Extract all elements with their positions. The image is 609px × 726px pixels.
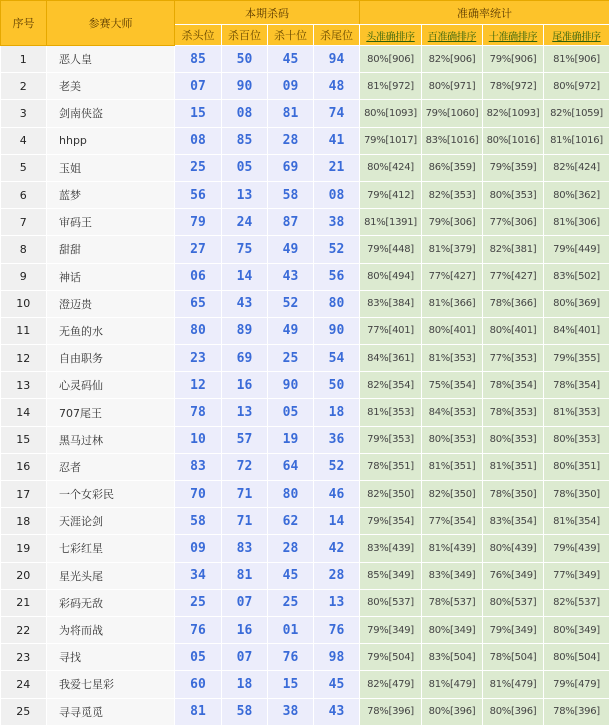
accuracy-value: 79%[349] xyxy=(483,616,544,643)
table-row xyxy=(1,127,609,154)
row-index: 2 xyxy=(1,73,47,100)
accuracy-value: 78%[504] xyxy=(483,644,544,671)
accuracy-value: 81%[306] xyxy=(544,209,609,236)
master-name: 蓝梦 xyxy=(47,181,175,208)
header-kill-col: 杀头位 xyxy=(175,25,222,46)
accuracy-value: 77%[353] xyxy=(483,345,544,372)
kill-number: 81 xyxy=(268,100,314,127)
accuracy-value: 80%[362] xyxy=(544,181,609,208)
accuracy-value: 81%[354] xyxy=(544,508,609,535)
accuracy-value: 78%[396] xyxy=(360,698,422,725)
accuracy-value: 81%[379] xyxy=(422,236,483,263)
kill-number: 27 xyxy=(175,236,222,263)
accuracy-value: 79%[349] xyxy=(360,616,422,643)
master-name: 黑马过林 xyxy=(47,426,175,453)
accuracy-value: 80%[353] xyxy=(483,426,544,453)
kill-number: 79 xyxy=(175,209,222,236)
kill-number: 78 xyxy=(175,399,222,426)
kill-number: 65 xyxy=(175,290,222,317)
accuracy-value: 80%[1016] xyxy=(483,127,544,154)
accuracy-value: 84%[353] xyxy=(422,399,483,426)
kill-number: 62 xyxy=(268,508,314,535)
kill-number: 14 xyxy=(222,263,268,290)
accuracy-value: 80%[353] xyxy=(422,426,483,453)
row-index: 13 xyxy=(1,372,47,399)
accuracy-value: 81%[479] xyxy=(483,671,544,698)
accuracy-value: 79%[306] xyxy=(422,209,483,236)
kill-number: 69 xyxy=(268,154,314,181)
kill-number: 13 xyxy=(314,589,360,616)
kill-number: 10 xyxy=(175,426,222,453)
master-name: 剑南侠盗 xyxy=(47,100,175,127)
table-row xyxy=(1,209,609,236)
kill-number: 48 xyxy=(314,73,360,100)
row-index: 5 xyxy=(1,154,47,181)
kill-number: 07 xyxy=(222,644,268,671)
master-name: 天涯论剑 xyxy=(47,508,175,535)
accuracy-value: 82%[350] xyxy=(422,481,483,508)
row-index: 23 xyxy=(1,644,47,671)
kill-number: 38 xyxy=(314,209,360,236)
accuracy-value: 76%[349] xyxy=(483,562,544,589)
accuracy-value: 78%[354] xyxy=(544,372,609,399)
accuracy-value: 83%[349] xyxy=(422,562,483,589)
accuracy-value: 78%[351] xyxy=(360,453,422,480)
kill-number: 90 xyxy=(268,372,314,399)
row-index: 11 xyxy=(1,317,47,344)
kill-number: 71 xyxy=(222,481,268,508)
kill-number: 28 xyxy=(268,535,314,562)
master-name: 玉姐 xyxy=(47,154,175,181)
kill-number: 15 xyxy=(175,100,222,127)
kill-number: 80 xyxy=(268,481,314,508)
accuracy-value: 77%[401] xyxy=(360,317,422,344)
kill-number: 43 xyxy=(314,698,360,725)
master-name: 审码王 xyxy=(47,209,175,236)
kill-number: 50 xyxy=(222,46,268,73)
row-index: 6 xyxy=(1,181,47,208)
accuracy-value: 81%[972] xyxy=(360,73,422,100)
master-name: 恶人皇 xyxy=(47,46,175,73)
table-row xyxy=(1,100,609,127)
row-index: 1 xyxy=(1,46,47,73)
accuracy-value: 79%[354] xyxy=(360,508,422,535)
accuracy-value: 82%[354] xyxy=(360,372,422,399)
sort-link-ten[interactable]: 十准确排序 xyxy=(483,25,544,46)
accuracy-value: 79%[359] xyxy=(483,154,544,181)
master-name: 寻寻觅觅 xyxy=(47,698,175,725)
kill-number: 81 xyxy=(222,562,268,589)
accuracy-value: 80%[369] xyxy=(544,290,609,317)
accuracy-value: 80%[401] xyxy=(483,317,544,344)
table-row xyxy=(1,535,609,562)
accuracy-value: 82%[353] xyxy=(422,181,483,208)
kill-number: 05 xyxy=(175,644,222,671)
accuracy-value: 80%[906] xyxy=(360,46,422,73)
accuracy-value: 82%[424] xyxy=(544,154,609,181)
kill-number: 58 xyxy=(222,698,268,725)
table-row xyxy=(1,345,609,372)
master-name: 忍者 xyxy=(47,453,175,480)
accuracy-value: 79%[353] xyxy=(360,426,422,453)
accuracy-value: 79%[449] xyxy=(544,236,609,263)
table-row xyxy=(1,317,609,344)
accuracy-value: 78%[350] xyxy=(544,481,609,508)
accuracy-value: 80%[401] xyxy=(422,317,483,344)
accuracy-value: 81%[479] xyxy=(422,671,483,698)
kill-number: 08 xyxy=(314,181,360,208)
kill-number: 52 xyxy=(314,453,360,480)
kill-number: 45 xyxy=(268,562,314,589)
accuracy-value: 83%[439] xyxy=(360,535,422,562)
table-row xyxy=(1,481,609,508)
accuracy-value: 80%[349] xyxy=(422,616,483,643)
accuracy-value: 80%[353] xyxy=(483,181,544,208)
accuracy-value: 79%[448] xyxy=(360,236,422,263)
kill-number: 90 xyxy=(314,317,360,344)
kill-number: 54 xyxy=(314,345,360,372)
kill-number: 83 xyxy=(222,535,268,562)
kill-number: 80 xyxy=(314,290,360,317)
accuracy-value: 79%[439] xyxy=(544,535,609,562)
master-name: 自由职务 xyxy=(47,345,175,372)
kill-number: 94 xyxy=(314,46,360,73)
sort-link-head[interactable]: 头准确排序 xyxy=(360,25,422,46)
kill-number: 06 xyxy=(175,263,222,290)
row-index: 12 xyxy=(1,345,47,372)
table-row xyxy=(1,46,609,73)
header-row-top xyxy=(1,1,609,25)
accuracy-value: 79%[504] xyxy=(360,644,422,671)
accuracy-value: 79%[906] xyxy=(483,46,544,73)
row-index: 3 xyxy=(1,100,47,127)
master-name: 心灵码仙 xyxy=(47,372,175,399)
kill-number: 85 xyxy=(222,127,268,154)
accuracy-value: 79%[1017] xyxy=(360,127,422,154)
row-index: 20 xyxy=(1,562,47,589)
row-index: 19 xyxy=(1,535,47,562)
kill-number: 45 xyxy=(314,671,360,698)
header-index: 序号 xyxy=(1,1,47,46)
table-row xyxy=(1,372,609,399)
kill-number: 74 xyxy=(314,100,360,127)
kill-number: 18 xyxy=(222,671,268,698)
kill-number: 76 xyxy=(314,616,360,643)
accuracy-value: 81%[353] xyxy=(360,399,422,426)
kill-number: 43 xyxy=(222,290,268,317)
kill-number: 71 xyxy=(222,508,268,535)
accuracy-value: 83%[504] xyxy=(422,644,483,671)
accuracy-value: 78%[366] xyxy=(483,290,544,317)
kill-number: 19 xyxy=(268,426,314,453)
sort-link-tail[interactable]: 尾准确排序 xyxy=(544,25,609,46)
accuracy-value: 81%[1391] xyxy=(360,209,422,236)
accuracy-value: 75%[354] xyxy=(422,372,483,399)
kill-number: 16 xyxy=(222,616,268,643)
accuracy-value: 82%[1093] xyxy=(483,100,544,127)
accuracy-value: 80%[537] xyxy=(360,589,422,616)
accuracy-value: 80%[972] xyxy=(544,73,609,100)
accuracy-value: 78%[537] xyxy=(422,589,483,616)
row-index: 14 xyxy=(1,399,47,426)
row-index: 17 xyxy=(1,481,47,508)
table-row xyxy=(1,698,609,725)
header-kill-col: 杀百位 xyxy=(222,25,268,46)
accuracy-value: 82%[1059] xyxy=(544,100,609,127)
kill-number: 25 xyxy=(268,589,314,616)
kill-number: 56 xyxy=(314,263,360,290)
master-name: 我爱七星彩 xyxy=(47,671,175,698)
kill-number: 72 xyxy=(222,453,268,480)
kill-number: 76 xyxy=(175,616,222,643)
table-row xyxy=(1,290,609,317)
kill-number: 14 xyxy=(314,508,360,535)
accuracy-value: 80%[1093] xyxy=(360,100,422,127)
accuracy-value: 80%[439] xyxy=(483,535,544,562)
accuracy-value: 80%[351] xyxy=(544,453,609,480)
kill-number: 07 xyxy=(175,73,222,100)
kill-number: 01 xyxy=(268,616,314,643)
row-index: 25 xyxy=(1,698,47,725)
accuracy-value: 79%[412] xyxy=(360,181,422,208)
kill-number: 24 xyxy=(222,209,268,236)
kill-number: 70 xyxy=(175,481,222,508)
table-row xyxy=(1,589,609,616)
table-row xyxy=(1,263,609,290)
accuracy-value: 81%[366] xyxy=(422,290,483,317)
accuracy-value: 83%[502] xyxy=(544,263,609,290)
kill-number: 58 xyxy=(175,508,222,535)
master-name: 寻找 xyxy=(47,644,175,671)
kill-number: 75 xyxy=(222,236,268,263)
accuracy-value: 78%[972] xyxy=(483,73,544,100)
kill-number: 38 xyxy=(268,698,314,725)
header-kill-group: 本期杀码 xyxy=(175,1,360,25)
accuracy-value: 80%[504] xyxy=(544,644,609,671)
accuracy-value: 82%[906] xyxy=(422,46,483,73)
kill-number: 36 xyxy=(314,426,360,453)
kill-number: 25 xyxy=(268,345,314,372)
row-index: 15 xyxy=(1,426,47,453)
kill-number: 85 xyxy=(175,46,222,73)
master-name: 无鱼的水 xyxy=(47,317,175,344)
accuracy-value: 81%[439] xyxy=(422,535,483,562)
row-index: 8 xyxy=(1,236,47,263)
accuracy-value: 78%[354] xyxy=(483,372,544,399)
kill-number: 42 xyxy=(314,535,360,562)
header-kill-col: 杀十位 xyxy=(268,25,314,46)
accuracy-value: 79%[355] xyxy=(544,345,609,372)
table-body xyxy=(1,46,609,726)
kill-number: 05 xyxy=(268,399,314,426)
kill-number: 28 xyxy=(314,562,360,589)
accuracy-value: 83%[354] xyxy=(483,508,544,535)
table-row xyxy=(1,73,609,100)
table-row xyxy=(1,453,609,480)
accuracy-value: 81%[351] xyxy=(483,453,544,480)
accuracy-value: 83%[384] xyxy=(360,290,422,317)
accuracy-value: 81%[1016] xyxy=(544,127,609,154)
kill-number: 34 xyxy=(175,562,222,589)
master-name: 707尾王 xyxy=(47,399,175,426)
row-index: 22 xyxy=(1,616,47,643)
table-row xyxy=(1,399,609,426)
header-accuracy-group: 准确率统计 xyxy=(360,1,609,25)
header-kill-col: 杀尾位 xyxy=(314,25,360,46)
kill-number: 80 xyxy=(175,317,222,344)
accuracy-value: 78%[396] xyxy=(544,698,609,725)
table-row xyxy=(1,644,609,671)
accuracy-value: 79%[479] xyxy=(544,671,609,698)
kill-number: 60 xyxy=(175,671,222,698)
sort-link-hundred[interactable]: 百准确排序 xyxy=(422,25,483,46)
accuracy-value: 82%[479] xyxy=(360,671,422,698)
accuracy-value: 77%[306] xyxy=(483,209,544,236)
kill-number: 09 xyxy=(175,535,222,562)
kill-number: 05 xyxy=(222,154,268,181)
kill-number: 90 xyxy=(222,73,268,100)
kill-number: 58 xyxy=(268,181,314,208)
accuracy-value: 85%[349] xyxy=(360,562,422,589)
kill-number: 23 xyxy=(175,345,222,372)
kill-number: 15 xyxy=(268,671,314,698)
row-index: 9 xyxy=(1,263,47,290)
row-index: 16 xyxy=(1,453,47,480)
kill-number: 08 xyxy=(175,127,222,154)
kill-number: 49 xyxy=(268,236,314,263)
header-master: 参赛大师 xyxy=(47,1,175,46)
kill-number: 13 xyxy=(222,181,268,208)
accuracy-value: 80%[424] xyxy=(360,154,422,181)
table-row xyxy=(1,671,609,698)
master-name: 甜甜 xyxy=(47,236,175,263)
row-index: 7 xyxy=(1,209,47,236)
kill-number: 07 xyxy=(222,589,268,616)
accuracy-value: 77%[427] xyxy=(483,263,544,290)
accuracy-value: 80%[396] xyxy=(483,698,544,725)
accuracy-value: 82%[350] xyxy=(360,481,422,508)
kill-number: 49 xyxy=(268,317,314,344)
accuracy-value: 83%[1016] xyxy=(422,127,483,154)
master-name: 澄迈贵 xyxy=(47,290,175,317)
kill-number: 98 xyxy=(314,644,360,671)
kill-number: 28 xyxy=(268,127,314,154)
kill-number: 25 xyxy=(175,154,222,181)
accuracy-value: 80%[537] xyxy=(483,589,544,616)
table-row xyxy=(1,236,609,263)
row-index: 4 xyxy=(1,127,47,154)
kill-number: 08 xyxy=(222,100,268,127)
accuracy-value: 79%[1060] xyxy=(422,100,483,127)
row-index: 24 xyxy=(1,671,47,698)
table-row xyxy=(1,616,609,643)
master-name: 星光头尾 xyxy=(47,562,175,589)
accuracy-value: 77%[354] xyxy=(422,508,483,535)
master-name: 神话 xyxy=(47,263,175,290)
kill-number: 41 xyxy=(314,127,360,154)
kill-number: 76 xyxy=(268,644,314,671)
kill-number: 50 xyxy=(314,372,360,399)
kill-number: 87 xyxy=(268,209,314,236)
accuracy-value: 80%[353] xyxy=(544,426,609,453)
kill-number: 57 xyxy=(222,426,268,453)
row-index: 10 xyxy=(1,290,47,317)
table-row xyxy=(1,154,609,181)
accuracy-value: 78%[350] xyxy=(483,481,544,508)
master-name: 一个女彩民 xyxy=(47,481,175,508)
master-name: 彩码无敌 xyxy=(47,589,175,616)
table-row xyxy=(1,181,609,208)
accuracy-value: 77%[427] xyxy=(422,263,483,290)
kill-number: 13 xyxy=(222,399,268,426)
accuracy-value: 77%[349] xyxy=(544,562,609,589)
kill-number: 12 xyxy=(175,372,222,399)
accuracy-value: 81%[351] xyxy=(422,453,483,480)
accuracy-value: 86%[359] xyxy=(422,154,483,181)
accuracy-value: 81%[353] xyxy=(422,345,483,372)
kill-number: 16 xyxy=(222,372,268,399)
accuracy-value: 80%[494] xyxy=(360,263,422,290)
kill-number: 09 xyxy=(268,73,314,100)
master-name: 为将而战 xyxy=(47,616,175,643)
kill-number: 25 xyxy=(175,589,222,616)
accuracy-value: 84%[361] xyxy=(360,345,422,372)
kill-number: 46 xyxy=(314,481,360,508)
accuracy-value: 82%[381] xyxy=(483,236,544,263)
kill-number: 52 xyxy=(268,290,314,317)
kill-number: 52 xyxy=(314,236,360,263)
master-name: hhpp xyxy=(47,127,175,154)
master-name: 老美 xyxy=(47,73,175,100)
kill-number: 89 xyxy=(222,317,268,344)
kill-number: 56 xyxy=(175,181,222,208)
accuracy-value: 82%[537] xyxy=(544,589,609,616)
kill-number: 45 xyxy=(268,46,314,73)
kill-number: 69 xyxy=(222,345,268,372)
table-row xyxy=(1,562,609,589)
row-index: 21 xyxy=(1,589,47,616)
table-row xyxy=(1,426,609,453)
table-row xyxy=(1,508,609,535)
kill-number: 18 xyxy=(314,399,360,426)
kill-number: 83 xyxy=(175,453,222,480)
accuracy-value: 80%[971] xyxy=(422,73,483,100)
accuracy-value: 81%[353] xyxy=(544,399,609,426)
row-index: 18 xyxy=(1,508,47,535)
kill-number: 64 xyxy=(268,453,314,480)
accuracy-value: 80%[396] xyxy=(422,698,483,725)
kill-number: 81 xyxy=(175,698,222,725)
kill-number: 21 xyxy=(314,154,360,181)
kill-number: 43 xyxy=(268,263,314,290)
master-name: 七彩红星 xyxy=(47,535,175,562)
accuracy-value: 78%[353] xyxy=(483,399,544,426)
accuracy-value: 81%[906] xyxy=(544,46,609,73)
accuracy-value: 80%[349] xyxy=(544,616,609,643)
accuracy-value: 84%[401] xyxy=(544,317,609,344)
